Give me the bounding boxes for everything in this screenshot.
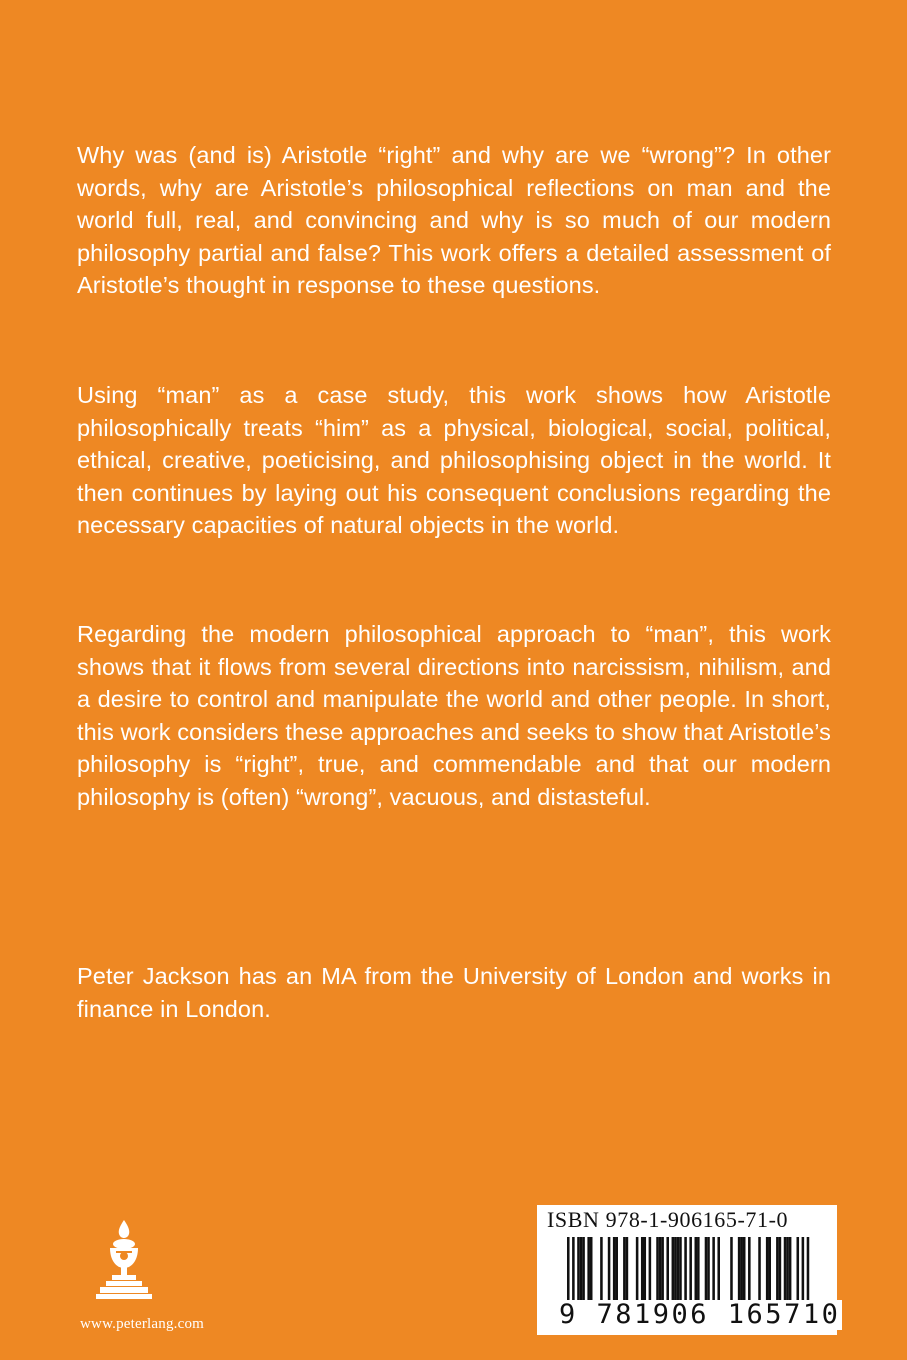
barcode-bar xyxy=(679,1237,682,1301)
barcode-bar xyxy=(636,1237,639,1301)
barcode-bar xyxy=(600,1237,603,1301)
barcode-bar xyxy=(730,1237,733,1301)
publisher-url[interactable]: www.peterlang.com xyxy=(80,1316,205,1332)
barcode-bar xyxy=(623,1237,626,1301)
barcode-bar xyxy=(615,1237,618,1301)
blurb-paragraph-3: Regarding the modern philosophical approach to “man”, this work shows that it flows from several directions into narcissism, nihilism, and a desire to control and manipulate the world and other people. In short, this work considers these approaches and seeks to show that Aristotle’s philosophy is “right”, true, and commendable and that our modern philosophy is (often) “wrong”, vacuous, and distasteful. xyxy=(77,621,831,810)
barcode-bar xyxy=(743,1237,746,1301)
barcode-bar xyxy=(784,1237,787,1301)
barcode-bar xyxy=(590,1237,593,1301)
barcode-bar xyxy=(641,1237,644,1301)
barcode-bar xyxy=(712,1237,715,1301)
barcode-bar xyxy=(786,1237,789,1301)
barcode-bar xyxy=(797,1237,800,1301)
barcode-bar xyxy=(613,1237,616,1301)
barcode-bar xyxy=(587,1237,590,1301)
barcode-bar xyxy=(768,1237,771,1301)
barcode-bar xyxy=(705,1237,708,1301)
blurb-paragraph-2: Using “man” as a case study, this work shows how Aristotle philosophically treats “him” as a physical, biological, social, political, ethical, creative, poeticising, and philosophising object in the world. It then continues by laying out his consequent conclusions regarding the necessary capacities of natural objects in the world. xyxy=(77,382,831,539)
barcode-bar xyxy=(758,1237,761,1301)
barcode-bar xyxy=(580,1237,583,1301)
barcode-bar xyxy=(644,1237,647,1301)
peter-lang-logo-icon xyxy=(96,1220,152,1312)
barcode-bar xyxy=(608,1237,611,1301)
barcode-bar xyxy=(789,1237,792,1301)
barcode-bar xyxy=(674,1237,677,1301)
barcode-bar xyxy=(672,1237,675,1301)
barcode-digits: 9 781906 165710 xyxy=(559,1299,841,1330)
barcode-bar xyxy=(695,1237,698,1301)
barcode-bar xyxy=(661,1237,664,1301)
barcode-bar xyxy=(717,1237,720,1301)
barcode-bar xyxy=(738,1237,741,1301)
barcode-bar xyxy=(659,1237,662,1301)
barcode-bar xyxy=(626,1237,629,1301)
barcode-bar xyxy=(677,1237,680,1301)
barcode-bar xyxy=(748,1237,751,1301)
author-bio: Peter Jackson has an MA from the University of London and works in finance in London. xyxy=(77,963,831,1022)
barcode-bar xyxy=(577,1237,580,1301)
barcode-bar xyxy=(707,1237,710,1301)
barcode-bar xyxy=(666,1237,669,1301)
isbn-barcode xyxy=(537,1205,841,1335)
publisher-block xyxy=(80,1220,205,1340)
barcode-bar xyxy=(649,1237,652,1301)
isbn-label: ISBN 978-1-906165-71-0 xyxy=(547,1207,789,1232)
blurb-paragraph-1: Why was (and is) Aristotle “right” and why are we “wrong”? In other words, why are Aristotle’s philosophical reflections on man and the world full, real, and convincing and why is so much of our modern philosophy partial and false? This work offers a detailed assessment of Aristotle’s thought in response to these questions. xyxy=(77,142,831,299)
barcode-bar xyxy=(656,1237,659,1301)
barcode-bar xyxy=(740,1237,743,1301)
barcode-bar xyxy=(779,1237,782,1301)
barcode-bar xyxy=(766,1237,769,1301)
barcode-bar xyxy=(697,1237,700,1301)
barcode-bar xyxy=(582,1237,585,1301)
barcode-bar xyxy=(776,1237,779,1301)
